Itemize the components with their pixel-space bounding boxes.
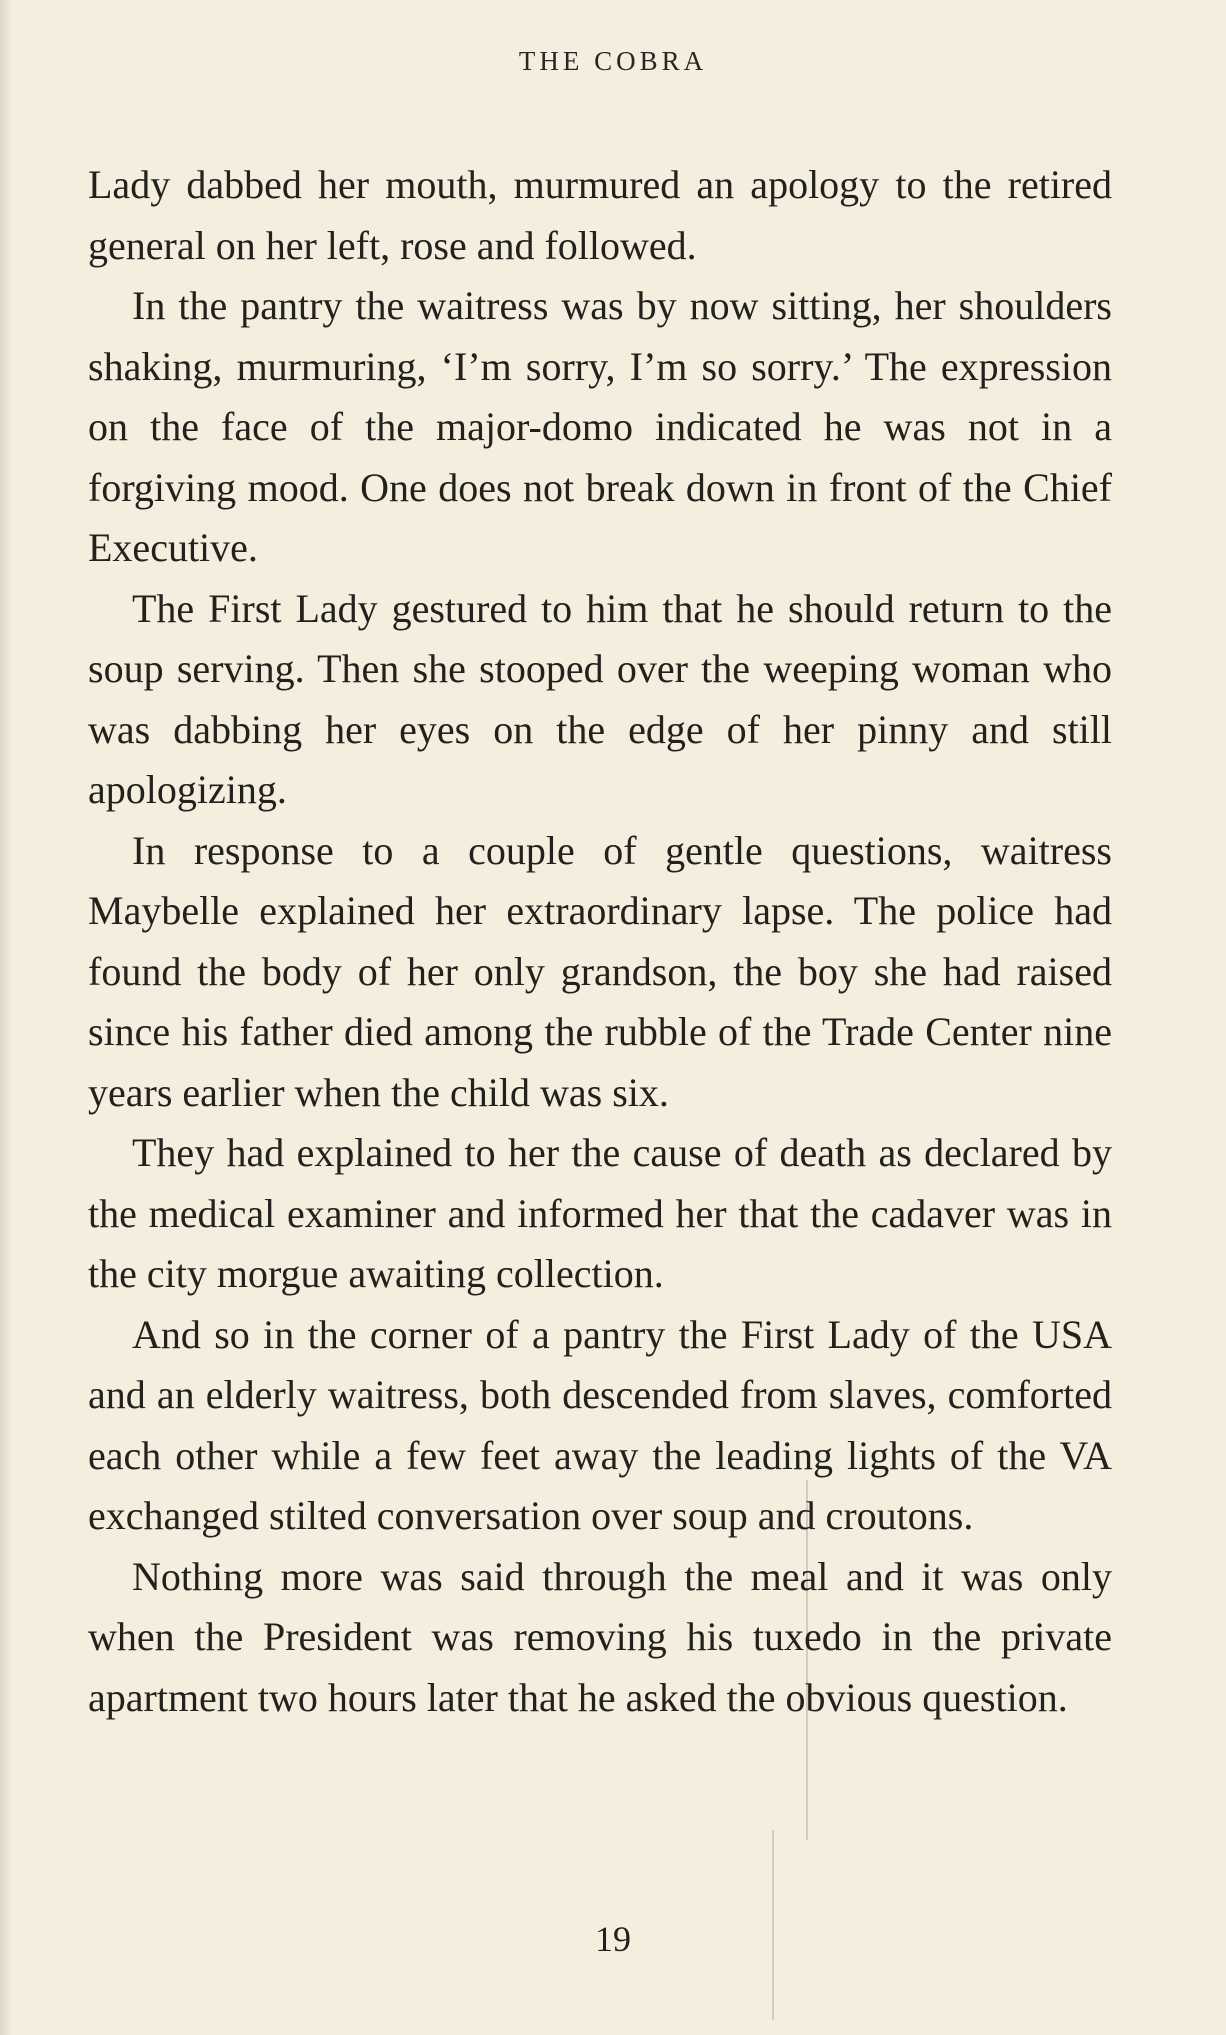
body-text [88, 155, 1112, 1728]
paragraph-3: The First Lady gestured to him that he should return to the soup serving. Then she stooped over the weeping woman who was dabbing her eyes on the edge of her pinny and still apologizing. [88, 585, 1112, 812]
paragraph-2: In the pantry the waitress was by now sitting, her shoulders shaking, murmuring, ‘I’m sorry, I’m so sorry.’ The expression on the face of the major-domo indicated he was not in a forgiving mood. One does not break down in front of the Chief Executive. [88, 283, 1112, 570]
page-number: 19 [595, 1919, 631, 1959]
paragraph-7: Nothing more was said through the meal and it was only when the President was removing his tuxedo in the private apartment two hours later that he asked the obvious question. [88, 1553, 1112, 1720]
paragraph-6: And so in the corner of a pantry the First Lady of the USA and an elderly waitress, both descended from slaves, comforted each other while a few feet away the leading lights of the VA exchanged stilted conversation over soup and croutons. [88, 1311, 1112, 1538]
paragraph-4: In response to a couple of gentle questions, waitress Maybelle explained her extraordinary lapse. The police had found the body of her only grandson, the boy she had raised since his father died among the rubble of the Trade Center nine years earlier when the child was six. [88, 827, 1112, 1115]
page-edge-shadow [0, 0, 12, 2035]
paragraph-1: Lady dabbed her mouth, murmured an apology to the retired general on her left, rose and followed. [88, 162, 1112, 268]
running-header: THE COBRA [518, 46, 708, 76]
paragraph-5: They had explained to her the cause of death as declared by the medical examiner and informed her that the cadaver was in the city morgue awaiting collection. [88, 1130, 1112, 1296]
